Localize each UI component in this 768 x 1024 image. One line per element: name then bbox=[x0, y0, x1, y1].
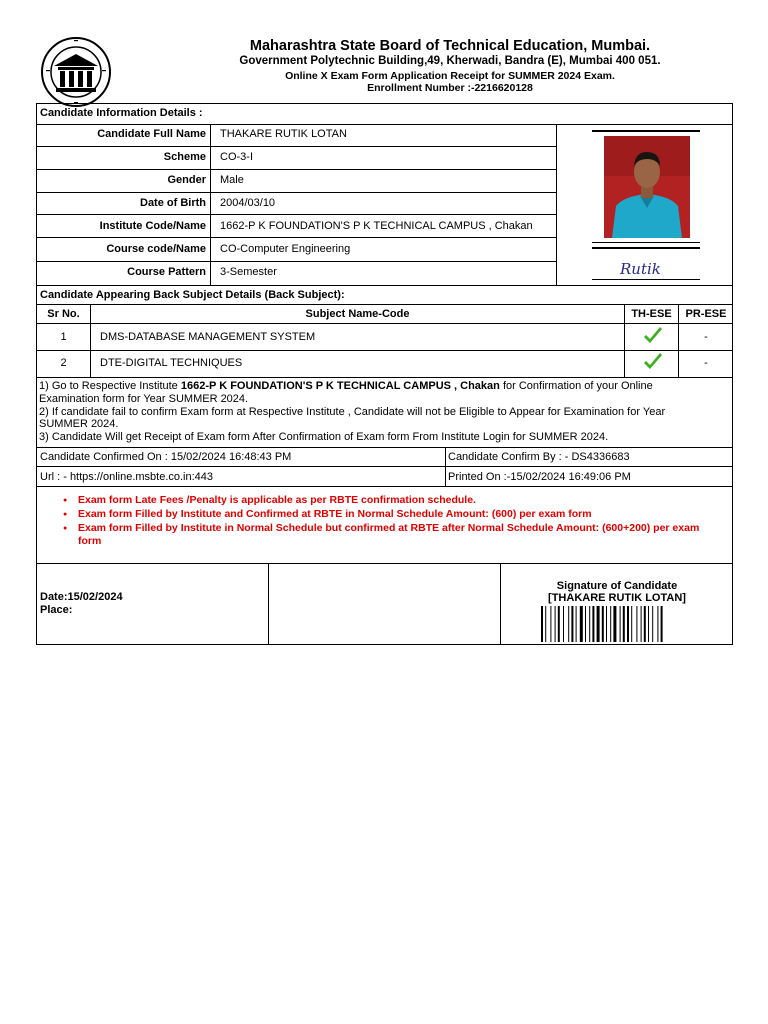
instruction-2-cont: SUMMER 2024. bbox=[39, 418, 119, 430]
fee-notice-after-schedule: ● Exam form Filled by Institute in Normal Schedule but confirmed at RBTE after Normal Schedule Amount: (600+200) per exam form bbox=[44, 522, 724, 548]
fee-notices bbox=[44, 494, 724, 549]
label-course-pattern: Course Pattern bbox=[127, 266, 206, 278]
back-subject-header bbox=[36, 285, 733, 305]
value-course: CO-Computer Engineering bbox=[220, 243, 351, 255]
confirmed-on: Candidate Confirmed On : 15/02/2024 16:48:43 PM bbox=[40, 451, 292, 463]
instruction-1-cont: Examination form for Year SUMMER 2024. bbox=[39, 393, 249, 405]
label-course: Course code/Name bbox=[106, 243, 206, 255]
candidate-photo bbox=[604, 136, 690, 238]
row2-subject: DTE-DIGITAL TECHNIQUES bbox=[100, 357, 243, 369]
enrollment-number: Enrollment Number :-2216620128 bbox=[367, 82, 533, 94]
instruction-3: 3) Candidate Will get Receipt of Exam form After Confirmation of Exam form From Institute Login for SUMMER 2024. bbox=[39, 431, 609, 443]
back-subject-title: Candidate Appearing Back Subject Details (Back Subject): bbox=[40, 289, 345, 301]
fee-notice-normal: ● Exam form Filled by Institute and Confirmed at RBTE in Normal Schedule Amount: (600) per exam form bbox=[44, 508, 724, 521]
footer-place: Place: bbox=[40, 604, 73, 616]
row1-pr-ese: - bbox=[704, 331, 708, 343]
row2-sr: 2 bbox=[60, 357, 67, 369]
col-header-subject: Subject Name-Code bbox=[305, 308, 410, 320]
board-title: Maharashtra State Board of Technical Education, Mumbai. bbox=[249, 38, 651, 54]
signature-name: [THAKARE RUTIK LOTAN] bbox=[548, 592, 686, 604]
candidate-info-title: Candidate Information Details : bbox=[40, 107, 203, 119]
barcode-icon bbox=[541, 606, 691, 642]
col-header-pr-ese: PR-ESE bbox=[685, 308, 727, 320]
footer-date: Date:15/02/2024 bbox=[40, 591, 123, 603]
url-text: Url : - https://online.msbte.co.in:443 bbox=[40, 471, 214, 483]
label-dob: Date of Birth bbox=[140, 197, 206, 209]
instruction-2: 2) If candidate fail to confirm Exam form at Respective Institute , Candidate will not be Eligible to Appear for Examination for Year bbox=[39, 406, 666, 418]
candidate-info-header bbox=[36, 103, 733, 125]
check-icon bbox=[642, 352, 664, 372]
printed-on: Printed On :-15/02/2024 16:49:06 PM bbox=[448, 471, 631, 483]
label-full-name: Candidate Full Name bbox=[97, 128, 206, 140]
label-scheme: Scheme bbox=[163, 151, 206, 163]
value-dob: 2004/03/10 bbox=[220, 197, 276, 209]
instruction-1: 1) Go to Respective Institute 1662-P K FOUNDATION'S P K TECHNICAL CAMPUS , Chakan for Confirmation of your Online bbox=[39, 380, 653, 392]
board-address: Government Polytechnic Building,49, Kherwadi, Bandra (E), Mumbai 400 051. bbox=[239, 55, 661, 67]
page-header bbox=[0, 30, 768, 100]
col-header-sr: Sr No. bbox=[47, 308, 80, 320]
signature-label: Signature of Candidate bbox=[556, 580, 678, 592]
fee-notice-late: ● Exam form Late Fees /Penalty is applicable as per RBTE confirmation schedule. bbox=[44, 494, 724, 507]
row1-subject: DMS-DATABASE MANAGEMENT SYSTEM bbox=[100, 331, 316, 343]
candidate-signature-image: Rutik bbox=[620, 260, 661, 278]
confirmed-by: Candidate Confirm By : - DS4336683 bbox=[448, 451, 630, 463]
receipt-title: Online X Exam Form Application Receipt for SUMMER 2024 Exam. bbox=[285, 70, 615, 82]
check-icon bbox=[642, 326, 664, 346]
msbte-logo-icon bbox=[40, 36, 112, 108]
row1-sr: 1 bbox=[60, 331, 67, 343]
value-course-pattern: 3-Semester bbox=[220, 266, 277, 278]
label-gender: Gender bbox=[167, 174, 206, 186]
row2-pr-ese: - bbox=[704, 357, 708, 369]
value-institute: 1662-P K FOUNDATION'S P K TECHNICAL CAMPUS , Chakan bbox=[220, 220, 533, 232]
value-full-name: THAKARE RUTIK LOTAN bbox=[220, 128, 347, 140]
value-scheme: CO-3-I bbox=[220, 151, 253, 163]
value-gender: Male bbox=[220, 174, 244, 186]
label-institute: Institute Code/Name bbox=[99, 220, 206, 232]
col-header-th-ese: TH-ESE bbox=[631, 308, 672, 320]
